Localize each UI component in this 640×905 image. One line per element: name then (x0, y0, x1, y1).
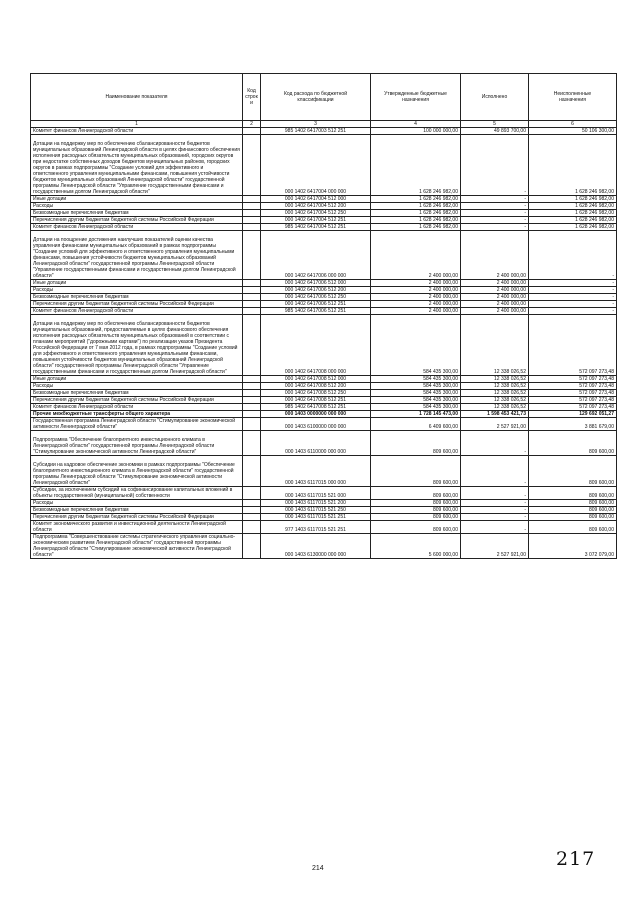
budget-code-cell: 000 1402 6417006 512 250 (261, 294, 371, 301)
budget-code-cell: 000 1402 6417004 512 251 (261, 217, 371, 224)
approved-cell: 2 400 000,00 (371, 231, 461, 280)
indicator-name-cell: Комитет финансов Ленинградской области (31, 308, 243, 315)
indicator-name-cell: Расходы (31, 287, 243, 294)
column-number: 3 (261, 121, 371, 128)
table-row (31, 514, 617, 521)
indicator-name-cell: Безвозмездные перечисления бюджетам (31, 210, 243, 217)
executed-cell: 12 338 026,52 (461, 315, 529, 376)
line-code-cell (243, 383, 261, 390)
budget-code-cell: 985 1402 6417008 512 251 (261, 404, 371, 411)
table-row (31, 301, 617, 308)
line-code-cell (243, 500, 261, 507)
approved-cell: 1 628 246 982,00 (371, 203, 461, 210)
indicator-name-cell: Комитет экономического развития и инвестиционной деятельности Ленинградской области (31, 521, 243, 534)
remaining-cell: 809 600,00 (529, 521, 617, 534)
budget-code-cell: 000 1403 6130000 000 000 (261, 534, 371, 559)
approved-cell: 5 600 000,00 (371, 534, 461, 559)
budget-code-cell: 000 1403 6100000 000 000 (261, 418, 371, 431)
indicator-name-cell: Иные дотации (31, 280, 243, 287)
indicator-name-cell: Расходы (31, 500, 243, 507)
remaining-cell: 572 097 273,48 (529, 390, 617, 397)
budget-code-cell: 977 1403 6117015 521 251 (261, 521, 371, 534)
budget-code-cell: 000 1403 6110000 000 000 (261, 431, 371, 456)
budget-code-cell: 985 1402 6417003 512 251 (261, 128, 371, 135)
budget-code-cell: 000 1402 6417008 000 000 (261, 315, 371, 376)
budget-execution-table (30, 73, 617, 559)
remaining-cell: - (529, 301, 617, 308)
header-remaining: Неисполненные назначения (529, 74, 617, 121)
indicator-name-cell: Расходы (31, 203, 243, 210)
table-row (31, 294, 617, 301)
header-line-code: Код строк и (243, 74, 261, 121)
approved-cell: 584 435 300,00 (371, 376, 461, 383)
executed-cell: 2 527 921,00 (461, 534, 529, 559)
line-code-cell (243, 521, 261, 534)
table-row (31, 280, 617, 287)
line-code-cell (243, 287, 261, 294)
remaining-cell: 3 881 679,00 (529, 418, 617, 431)
indicator-name-cell: Расходы (31, 383, 243, 390)
approved-cell: 100 000 000,00 (371, 128, 461, 135)
approved-cell: 1 628 246 982,00 (371, 135, 461, 196)
table-body (31, 128, 617, 559)
line-code-cell (243, 308, 261, 315)
approved-cell: 2 400 000,00 (371, 301, 461, 308)
table-row (31, 231, 617, 280)
approved-cell: 809 600,00 (371, 521, 461, 534)
column-number: 6 (529, 121, 617, 128)
line-code-cell (243, 203, 261, 210)
header-row (31, 74, 617, 121)
table-row (31, 487, 617, 500)
remaining-cell: - (529, 280, 617, 287)
remaining-cell: - (529, 308, 617, 315)
budget-code-cell: 000 1403 6117015 521 000 (261, 487, 371, 500)
remaining-cell: 572 097 273,48 (529, 376, 617, 383)
executed-cell: - (461, 456, 529, 487)
executed-cell: 2 400 000,00 (461, 287, 529, 294)
table-row (31, 135, 617, 196)
executed-cell: 2 400 000,00 (461, 231, 529, 280)
indicator-name-cell: Дотации на поддержку мер по обеспечению сбалансированности бюджетов муниципальных образований Ленинградской области в целях финансового обеспечения исполнения расходных обязательств муниципальных образований, городских округов при недостатке собственных доходов бюджетов муниципальных районов, городских округов в рамках подпрограммы "Создание условий для эффективного и ответственного управления муниципальными финансами, повышения устойчивости бюджетов муниципальных образований Ленинградской области" государственной программы Ленинградской области "Управление государственными финансами и государственным долгом Ленинградской области" (31, 135, 243, 196)
executed-cell: 12 338 026,52 (461, 397, 529, 404)
line-code-cell (243, 210, 261, 217)
executed-cell: - (461, 507, 529, 514)
indicator-name-cell: Подпрограмма "Обеспечение благоприятного инвестиционного климата в Ленинградской области" государственной программы Ленинградской области "Стимулирование экономической активности Ленинградской области" (31, 431, 243, 456)
approved-cell: 809 600,00 (371, 487, 461, 500)
table-row (31, 418, 617, 431)
approved-cell: 809 600,00 (371, 514, 461, 521)
approved-cell: 809 600,00 (371, 456, 461, 487)
column-number-row (31, 121, 617, 128)
line-code-cell (243, 135, 261, 196)
table-row (31, 383, 617, 390)
budget-code-cell: 000 1402 6417008 512 000 (261, 376, 371, 383)
table-row (31, 287, 617, 294)
approved-cell: 809 600,00 (371, 507, 461, 514)
header-indicator-name: Наименование показателя (31, 74, 243, 121)
executed-cell: - (461, 217, 529, 224)
remaining-cell: 809 600,00 (529, 500, 617, 507)
indicator-name-cell: Дотации на поощрение достижения наилучших показателей оценки качества управления финансами муниципальных образований в рамках подпрограммы "Создание условий для эффективного и ответственного управления муниципальными финансами, повышения устойчивости бюджетов муниципальных образований Ленинградской области" государственной программы Ленинградской области "Управление государственными финансами и государственным долгом Ленинградской области" (31, 231, 243, 280)
line-code-cell (243, 397, 261, 404)
budget-code-cell: 985 1402 6417006 512 251 (261, 308, 371, 315)
executed-cell: 12 338 026,52 (461, 383, 529, 390)
line-code-cell (243, 411, 261, 418)
executed-cell: - (461, 487, 529, 500)
executed-cell: 49 893 700,00 (461, 128, 529, 135)
budget-code-cell: 985 1402 6417004 512 251 (261, 224, 371, 231)
table-row (31, 507, 617, 514)
budget-code-cell: 000 1403 6117015 521 251 (261, 514, 371, 521)
remaining-cell: 809 600,00 (529, 456, 617, 487)
table-row (31, 217, 617, 224)
table-row (31, 456, 617, 487)
executed-cell: - (461, 135, 529, 196)
executed-cell: 1 598 453 421,73 (461, 411, 529, 418)
remaining-cell: 1 628 246 982,00 (529, 203, 617, 210)
table-row (31, 397, 617, 404)
indicator-name-cell: Иные дотации (31, 376, 243, 383)
line-code-cell (243, 456, 261, 487)
executed-cell: 12 338 026,52 (461, 390, 529, 397)
line-code-cell (243, 128, 261, 135)
indicator-name-cell: Комитет финансов Ленинградской области (31, 224, 243, 231)
header-budget-code: Код расхода по бюджетной классификации (261, 74, 371, 121)
approved-cell: 1 628 246 982,00 (371, 217, 461, 224)
approved-cell: 1 728 145 473,00 (371, 411, 461, 418)
executed-cell: 12 338 026,52 (461, 376, 529, 383)
executed-cell: - (461, 514, 529, 521)
line-code-cell (243, 224, 261, 231)
executed-cell: - (461, 431, 529, 456)
approved-cell: 1 628 246 982,00 (371, 196, 461, 203)
column-number: 4 (371, 121, 461, 128)
remaining-cell: 809 600,00 (529, 514, 617, 521)
remaining-cell: 809 600,00 (529, 487, 617, 500)
indicator-name-cell: Безвозмездные перечисления бюджетам (31, 390, 243, 397)
table-row (31, 128, 617, 135)
line-code-cell (243, 487, 261, 500)
column-number: 2 (243, 121, 261, 128)
handwritten-page-stamp: 217 (556, 848, 596, 870)
executed-cell: - (461, 210, 529, 217)
line-code-cell (243, 418, 261, 431)
remaining-cell: 1 628 246 982,00 (529, 217, 617, 224)
line-code-cell (243, 534, 261, 559)
line-code-cell (243, 196, 261, 203)
approved-cell: 2 400 000,00 (371, 287, 461, 294)
line-code-cell (243, 376, 261, 383)
budget-code-cell: 000 1403 6117015 521 250 (261, 507, 371, 514)
indicator-name-cell: Государственная программа Ленинградской области "Стимулирование экономической активности Ленинградской области" (31, 418, 243, 431)
table-row (31, 376, 617, 383)
indicator-name-cell: Перечисления другим бюджетам бюджетной системы Российской Федерации (31, 301, 243, 308)
table-row (31, 534, 617, 559)
remaining-cell: 1 628 246 982,00 (529, 135, 617, 196)
remaining-cell: 3 072 079,00 (529, 534, 617, 559)
table-row (31, 203, 617, 210)
remaining-cell: 50 106 300,00 (529, 128, 617, 135)
executed-cell: - (461, 224, 529, 231)
indicator-name-cell: Безвозмездные перечисления бюджетам (31, 294, 243, 301)
column-number: 1 (31, 121, 243, 128)
indicator-name-cell: Комитет финансов Ленинградской области (31, 404, 243, 411)
budget-code-cell: 000 1402 6417004 000 000 (261, 135, 371, 196)
budget-code-cell: 000 1402 6417006 000 000 (261, 231, 371, 280)
table-row (31, 210, 617, 217)
table-row (31, 404, 617, 411)
indicator-name-cell: Безвозмездные перечисления бюджетам (31, 507, 243, 514)
executed-cell: 2 400 000,00 (461, 308, 529, 315)
executed-cell: 2 400 000,00 (461, 301, 529, 308)
budget-code-cell: 000 1403 0000000 000 000 (261, 411, 371, 418)
approved-cell: 1 628 246 982,00 (371, 210, 461, 217)
approved-cell: 584 435 300,00 (371, 383, 461, 390)
remaining-cell: 129 692 051,27 (529, 411, 617, 418)
indicator-name-cell: Субсидии на кадровое обеспечение экономики в рамках подпрограммы "Обеспечение благоприятного инвестиционного климата в Ленинградской области" государственной программы Ленинградской области "Стимулирование экономической активности Ленинградской области" (31, 456, 243, 487)
budget-code-cell: 000 1402 6417006 512 200 (261, 287, 371, 294)
executed-cell: 2 527 921,00 (461, 418, 529, 431)
line-code-cell (243, 280, 261, 287)
approved-cell: 584 435 300,00 (371, 397, 461, 404)
indicator-name-cell: Прочие межбюджетные трансферты общего характера (31, 411, 243, 418)
indicator-name-cell: Перечисления другим бюджетам бюджетной системы Российской Федерации (31, 514, 243, 521)
budget-code-cell: 000 1403 6117015 521 200 (261, 500, 371, 507)
executed-cell: 12 338 026,52 (461, 404, 529, 411)
executed-cell: 2 400 000,00 (461, 294, 529, 301)
line-code-cell (243, 294, 261, 301)
budget-code-cell: 000 1402 6417004 512 250 (261, 210, 371, 217)
executed-cell: - (461, 500, 529, 507)
column-number: 5 (461, 121, 529, 128)
line-code-cell (243, 507, 261, 514)
table-row (31, 431, 617, 456)
approved-cell: 2 400 000,00 (371, 280, 461, 287)
line-code-cell (243, 301, 261, 308)
approved-cell: 809 600,00 (371, 431, 461, 456)
table-row (31, 390, 617, 397)
indicator-name-cell: Субсидии, за исключением субсидий на софинансирование капитальных вложений в объекты государственной (муниципальной) собственности (31, 487, 243, 500)
page-number: 214 (312, 865, 324, 872)
budget-code-cell: 000 1402 6417004 512 000 (261, 196, 371, 203)
approved-cell: 2 400 000,00 (371, 308, 461, 315)
table-row (31, 308, 617, 315)
indicator-name-cell: Подпрограмма "Совершенствование системы стратегического управления социально-экономическим развитием Ленинградской области" государственной программы Ленинградской области "Стимулирование экономической активности Ленинградской области" (31, 534, 243, 559)
approved-cell: 809 600,00 (371, 500, 461, 507)
budget-code-cell: 000 1402 6417004 512 200 (261, 203, 371, 210)
budget-code-cell: 000 1403 6117015 000 000 (261, 456, 371, 487)
line-code-cell (243, 431, 261, 456)
table-row (31, 500, 617, 507)
executed-cell: - (461, 203, 529, 210)
approved-cell: 584 435 300,00 (371, 315, 461, 376)
table-row (31, 411, 617, 418)
line-code-cell (243, 315, 261, 376)
header-executed: Исполнено (461, 74, 529, 121)
line-code-cell (243, 404, 261, 411)
remaining-cell: 1 628 246 982,00 (529, 196, 617, 203)
executed-cell: - (461, 196, 529, 203)
approved-cell: 584 435 300,00 (371, 404, 461, 411)
remaining-cell: 572 097 273,48 (529, 404, 617, 411)
remaining-cell: 572 097 273,48 (529, 315, 617, 376)
remaining-cell: - (529, 294, 617, 301)
line-code-cell (243, 231, 261, 280)
budget-code-cell: 000 1402 6417008 512 250 (261, 390, 371, 397)
remaining-cell: 1 628 246 982,00 (529, 224, 617, 231)
indicator-name-cell: Перечисления другим бюджетам бюджетной системы Российской Федерации (31, 217, 243, 224)
approved-cell: 584 435 300,00 (371, 390, 461, 397)
line-code-cell (243, 217, 261, 224)
table-row (31, 196, 617, 203)
remaining-cell: 809 600,00 (529, 431, 617, 456)
indicator-name-cell: Иные дотации (31, 196, 243, 203)
approved-cell: 2 400 000,00 (371, 294, 461, 301)
line-code-cell (243, 390, 261, 397)
indicator-name-cell: Дотации на поддержку мер по обеспечению сбалансированности бюджетов муниципальных образований, предоставляемые в целях финансового обеспечения исполнения расходных обязательств муниципальных образований в соответствии с планами мероприятий ("дорожными картами") по реализации указов Президента Российской Федерации от 7 мая 2012 года, в рамках подпрограммы "Создание условий для эффективного и ответственного управления муниципальными финансами, повышения устойчивости бюджетов муниципальных образований Ленинградской области" государственной программы Ленинградской области "Управление государственными финансами и государственным долгом Ленинградской области" (31, 315, 243, 376)
budget-code-cell: 000 1402 6417008 512 200 (261, 383, 371, 390)
remaining-cell: 572 097 273,48 (529, 383, 617, 390)
indicator-name-cell: Перечисления другим бюджетам бюджетной системы Российской Федерации (31, 397, 243, 404)
indicator-name-cell: Комитет финансов Ленинградской области (31, 128, 243, 135)
table-row (31, 224, 617, 231)
executed-cell: 2 400 000,00 (461, 280, 529, 287)
budget-code-cell: 000 1402 6417006 512 251 (261, 301, 371, 308)
budget-code-cell: 000 1402 6417008 512 251 (261, 397, 371, 404)
executed-cell: - (461, 521, 529, 534)
approved-cell: 6 409 600,00 (371, 418, 461, 431)
remaining-cell: 809 600,00 (529, 507, 617, 514)
remaining-cell: 1 628 246 982,00 (529, 210, 617, 217)
table-row (31, 521, 617, 534)
approved-cell: 1 628 246 982,00 (371, 224, 461, 231)
line-code-cell (243, 514, 261, 521)
table-row (31, 315, 617, 376)
remaining-cell: 572 097 273,48 (529, 397, 617, 404)
remaining-cell: - (529, 287, 617, 294)
remaining-cell: - (529, 231, 617, 280)
budget-code-cell: 000 1402 6417006 512 000 (261, 280, 371, 287)
header-approved: Утвержденные бюджетные назначения (371, 74, 461, 121)
